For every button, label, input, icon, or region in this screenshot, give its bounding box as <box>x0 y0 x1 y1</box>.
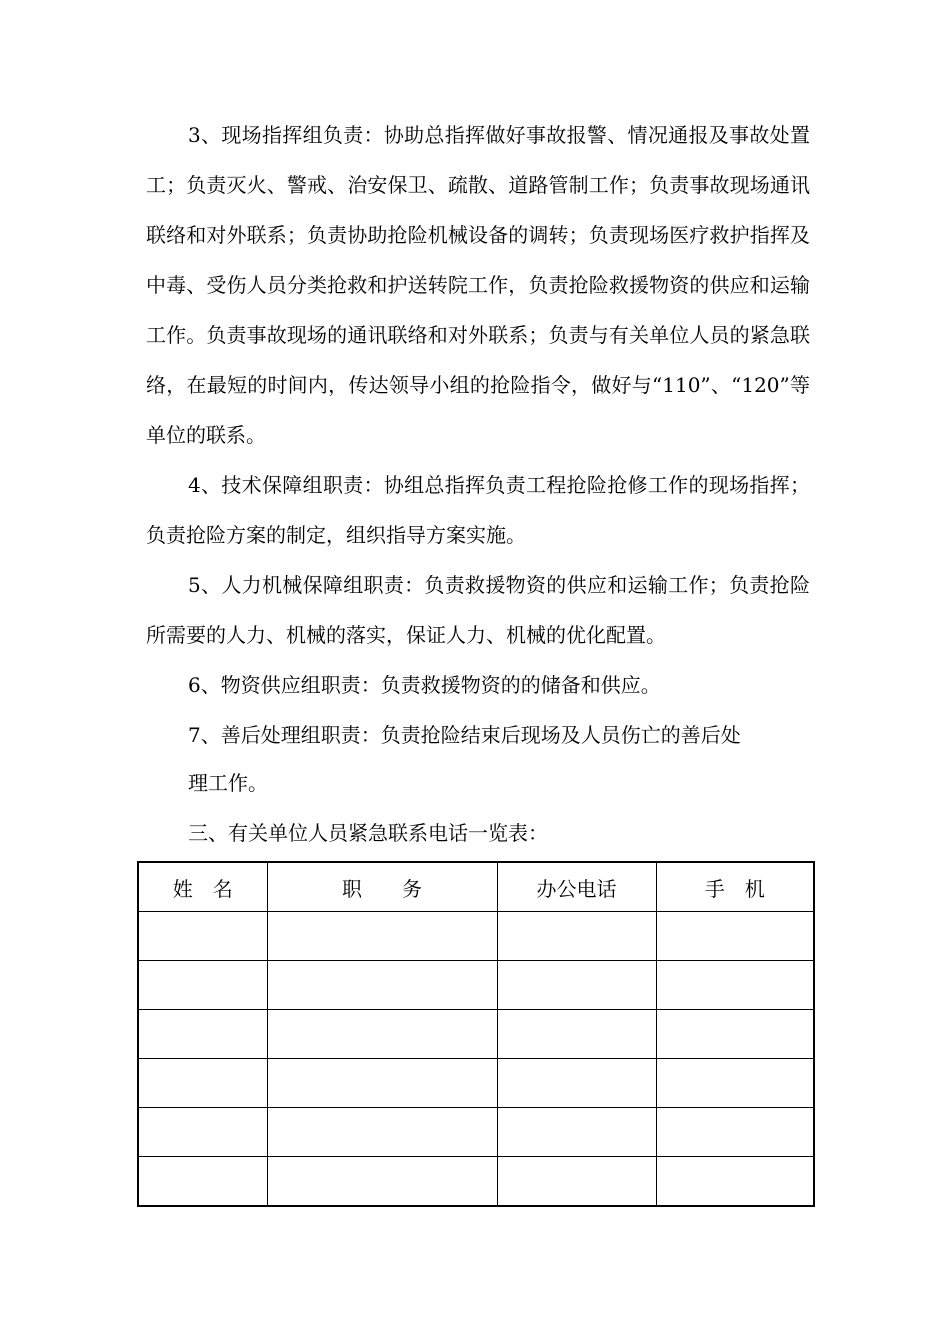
table-cell[interactable] <box>138 961 267 1010</box>
paragraph-field-command-duties: 3、现场指挥组负责：协助总指挥做好事故报警、情况通报及事故处置工；负责灭火、警戒、治安保卫、疏散、道路管制工作；负责事故现场通讯联络和对外联系；负责协助抢险机械设备的调转；负责现场医疗救护指挥及中毒、受伤人员分类抢救和护送转院工作，负责抢险救援物资的供应和运输工作。负责事故现场的通讯联络和对外联系；负责与有关单位人员的紧急联络，在最短的时间内，传达领导小组的抢险指令，做好与“110”、“120”等单位的联系。 <box>146 123 810 447</box>
table-cell[interactable] <box>267 1157 497 1207</box>
table-cell[interactable] <box>267 912 497 961</box>
table-cell[interactable] <box>656 912 814 961</box>
table-cell[interactable] <box>656 1157 814 1207</box>
table-cell[interactable] <box>497 1059 656 1108</box>
table-row <box>138 912 814 961</box>
table-cell[interactable] <box>497 912 656 961</box>
table-cell[interactable] <box>138 1108 267 1157</box>
header-name: 姓 名 <box>138 862 267 912</box>
table-row <box>138 1157 814 1207</box>
header-mobile: 手 机 <box>656 862 814 912</box>
section-heading-contact-list: 三、有关单位人员紧急联系电话一览表： <box>188 821 548 845</box>
table-cell[interactable] <box>138 912 267 961</box>
table-cell[interactable] <box>267 1059 497 1108</box>
table-row <box>138 1010 814 1059</box>
table-header-row <box>138 862 814 912</box>
table-cell[interactable] <box>497 1157 656 1207</box>
table-cell[interactable] <box>267 1108 497 1157</box>
table-cell[interactable] <box>656 961 814 1010</box>
table-row <box>138 1108 814 1157</box>
table-cell[interactable] <box>138 1010 267 1059</box>
table-cell[interactable] <box>656 1108 814 1157</box>
paragraph-manpower-machinery-duties: 5、人力机械保障组职责：负责救援物资的供应和运输工作；负责抢险所需要的人力、机械的落实，保证人力、机械的优化配置。 <box>146 573 810 647</box>
table-row <box>138 1059 814 1108</box>
paragraph-aftermath-duties-line1: 7、善后处理组职责：负责抢险结束后现场及人员伤亡的善后处 <box>188 723 741 747</box>
header-position: 职 务 <box>267 862 497 912</box>
table-cell[interactable] <box>656 1010 814 1059</box>
emergency-contact-table <box>137 861 815 1207</box>
header-office-phone: 办公电话 <box>497 862 656 912</box>
paragraph-aftermath-duties-line2: 理工作。 <box>188 771 268 795</box>
table-cell[interactable] <box>497 961 656 1010</box>
table-cell[interactable] <box>497 1010 656 1059</box>
table-cell[interactable] <box>656 1059 814 1108</box>
paragraph-material-supply-duties: 6、物资供应组职责：负责救援物资的的储备和供应。 <box>188 673 661 697</box>
table-row <box>138 961 814 1010</box>
table-cell[interactable] <box>138 1059 267 1108</box>
paragraph-technical-support-duties: 4、技术保障组职责：协组总指挥负责工程抢险抢修工作的现场指挥；负责抢险方案的制定，组织指导方案实施。 <box>146 473 810 547</box>
table-body <box>138 912 814 1207</box>
table-cell[interactable] <box>138 1157 267 1207</box>
table-cell[interactable] <box>267 1010 497 1059</box>
table-cell[interactable] <box>267 961 497 1010</box>
table-cell[interactable] <box>497 1108 656 1157</box>
